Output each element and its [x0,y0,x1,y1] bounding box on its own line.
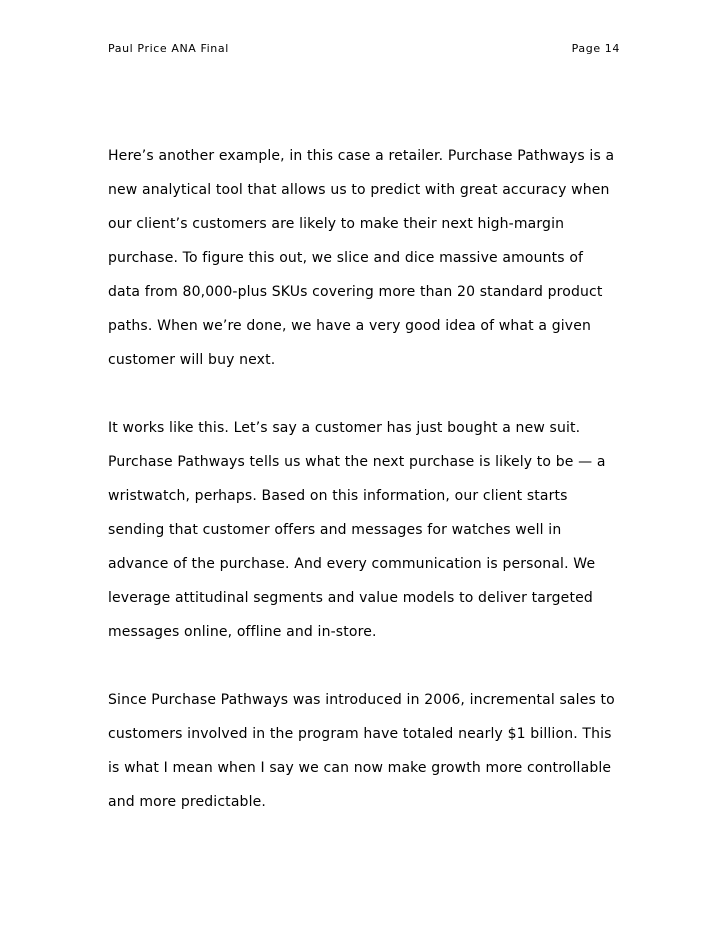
text-line: Since Purchase Pathways was introduced in 2006, incremental sales to [108,692,615,708]
paragraph [108,144,628,382]
paragraph [108,688,628,824]
text-line: and more predictable. [108,794,266,810]
text-line: messages online, offline and in-store. [108,624,377,640]
text-line: advance of the purchase. And every communication is personal. We [108,556,596,572]
text-line: Here’s another example, in this case a retailer. Purchase Pathways is a [108,148,615,164]
text-line: our client’s customers are likely to make their next high-margin [108,216,565,232]
text-line: It works like this. Let’s say a customer has just bought a new suit. [108,420,581,436]
paragraph-spacer [108,654,628,688]
paragraph [108,416,628,654]
text-line: Purchase Pathways tells us what the next purchase is likely to be — a [108,454,606,470]
text-line: customer will buy next. [108,352,276,368]
text-line: is what I mean when I say we can now make growth more controllable [108,760,612,776]
page-number: Page 14 [571,42,620,55]
text-line: sending that customer offers and messages for watches well in [108,522,562,538]
text-line: leverage attitudinal segments and value models to deliver targeted [108,590,593,606]
text-line: data from 80,000-plus SKUs covering more than 20 standard product [108,284,603,300]
text-line: new analytical tool that allows us to predict with great accuracy when [108,182,610,198]
document-body [108,144,628,824]
text-line: paths. When we’re done, we have a very good idea of what a given [108,318,592,334]
document-title: Paul Price ANA Final [108,42,229,55]
text-line: wristwatch, perhaps. Based on this information, our client starts [108,488,568,504]
text-line: customers involved in the program have totaled nearly $1 billion. This [108,726,612,742]
paragraph-spacer [108,382,628,416]
text-line: purchase. To figure this out, we slice and dice massive amounts of [108,250,584,266]
